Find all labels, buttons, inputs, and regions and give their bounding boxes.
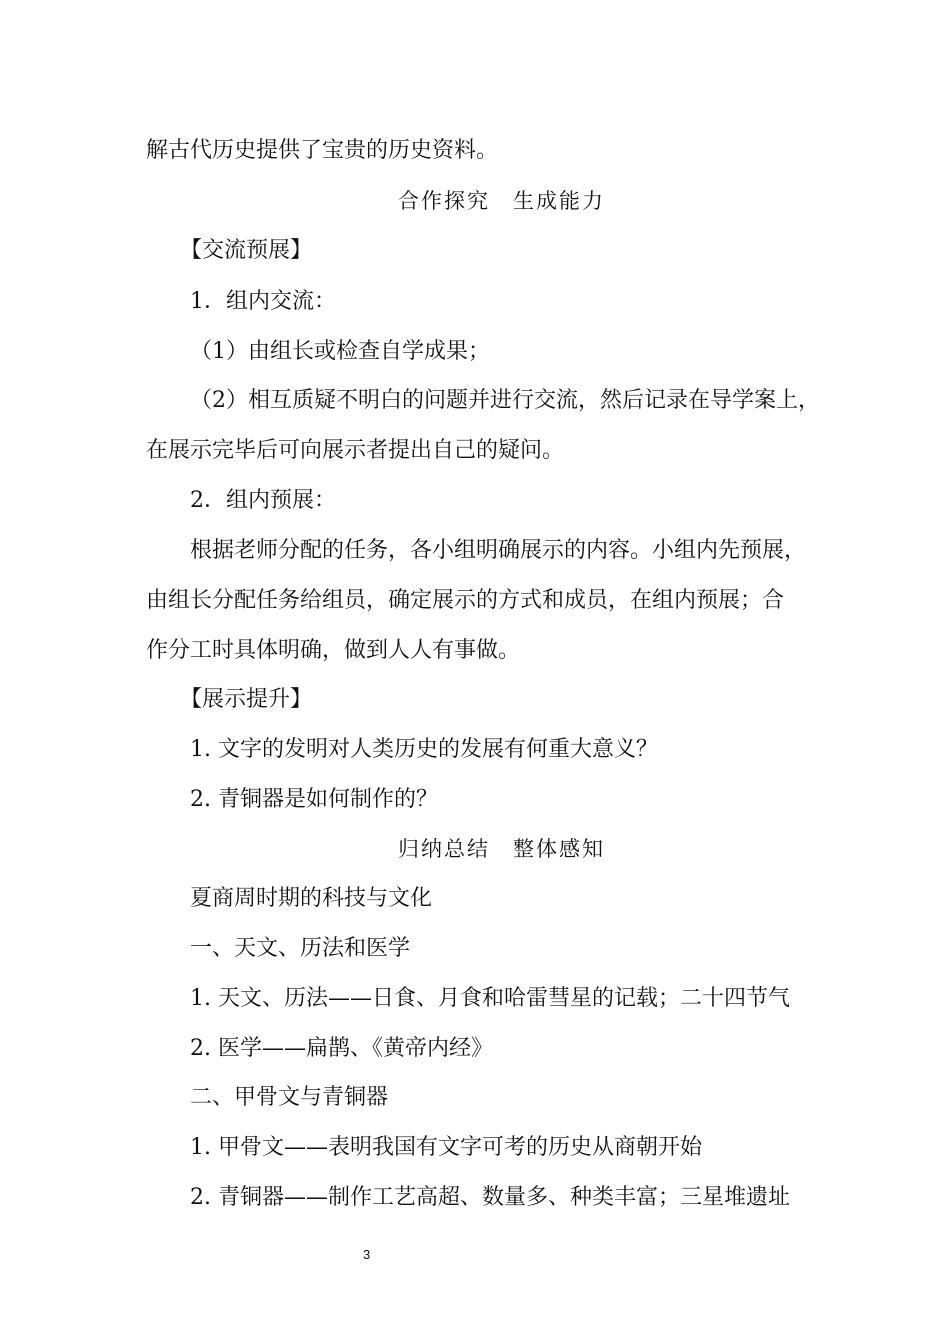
summary-item-oracle-bone: 1. 甲骨文——表明我国有文字可考的历史从商朝开始 <box>190 1135 702 1160</box>
section-heading-summary: 归纳总结 整体感知 <box>398 837 605 861</box>
subheading-exchange-preview: 【交流预展】 <box>180 238 313 263</box>
text-line-continuation: 解古代历史提供了宝贵的历史资料。 <box>146 138 499 163</box>
sub-item-2: （2）相互质疑不明白的问题并进行交流，然后记录在导学案上， <box>190 388 820 413</box>
page-number: 3 <box>363 1247 371 1262</box>
subheading-show-improve: 【展示提升】 <box>180 687 313 712</box>
summary-section-2: 二、甲骨文与青铜器 <box>190 1085 389 1110</box>
summary-title: 夏商周时期的科技与文化 <box>190 886 433 911</box>
item-group-exchange: 1．组内交流： <box>190 289 336 314</box>
summary-item-astronomy: 1. 天文、历法——日食、月食和哈雷彗星的记载；二十四节气 <box>190 986 790 1011</box>
paragraph-line-1: 根据老师分配的任务，各小组明确展示的内容。小组内先预展， <box>190 538 807 563</box>
paragraph-line-2: 由组长分配任务给组员，确定展示的方式和成员，在组内预展；合 <box>146 588 785 613</box>
summary-item-medicine: 2. 医学——扁鹊、《黄帝内经》 <box>190 1036 493 1061</box>
summary-section-1: 一、天文、历法和医学 <box>190 936 411 961</box>
sub-item-1: （1）由组长或检查自学成果； <box>190 339 490 364</box>
sub-item-2-continued: 在展示完毕后可向展示者提出自己的疑问。 <box>146 438 565 463</box>
paragraph-line-3: 作分工时具体明确，做到人人有事做。 <box>146 638 521 663</box>
section-heading-cooperative-inquiry: 合作探究 生成能力 <box>398 189 605 213</box>
question-1: 1. 文字的发明对人类历史的发展有何重大意义？ <box>190 737 658 762</box>
item-group-preview: 2．组内预展： <box>190 488 336 513</box>
summary-item-bronze: 2. 青铜器——制作工艺高超、数量多、种类丰富；三星堆遗址 <box>190 1185 790 1210</box>
question-2: 2. 青铜器是如何制作的？ <box>190 787 438 812</box>
